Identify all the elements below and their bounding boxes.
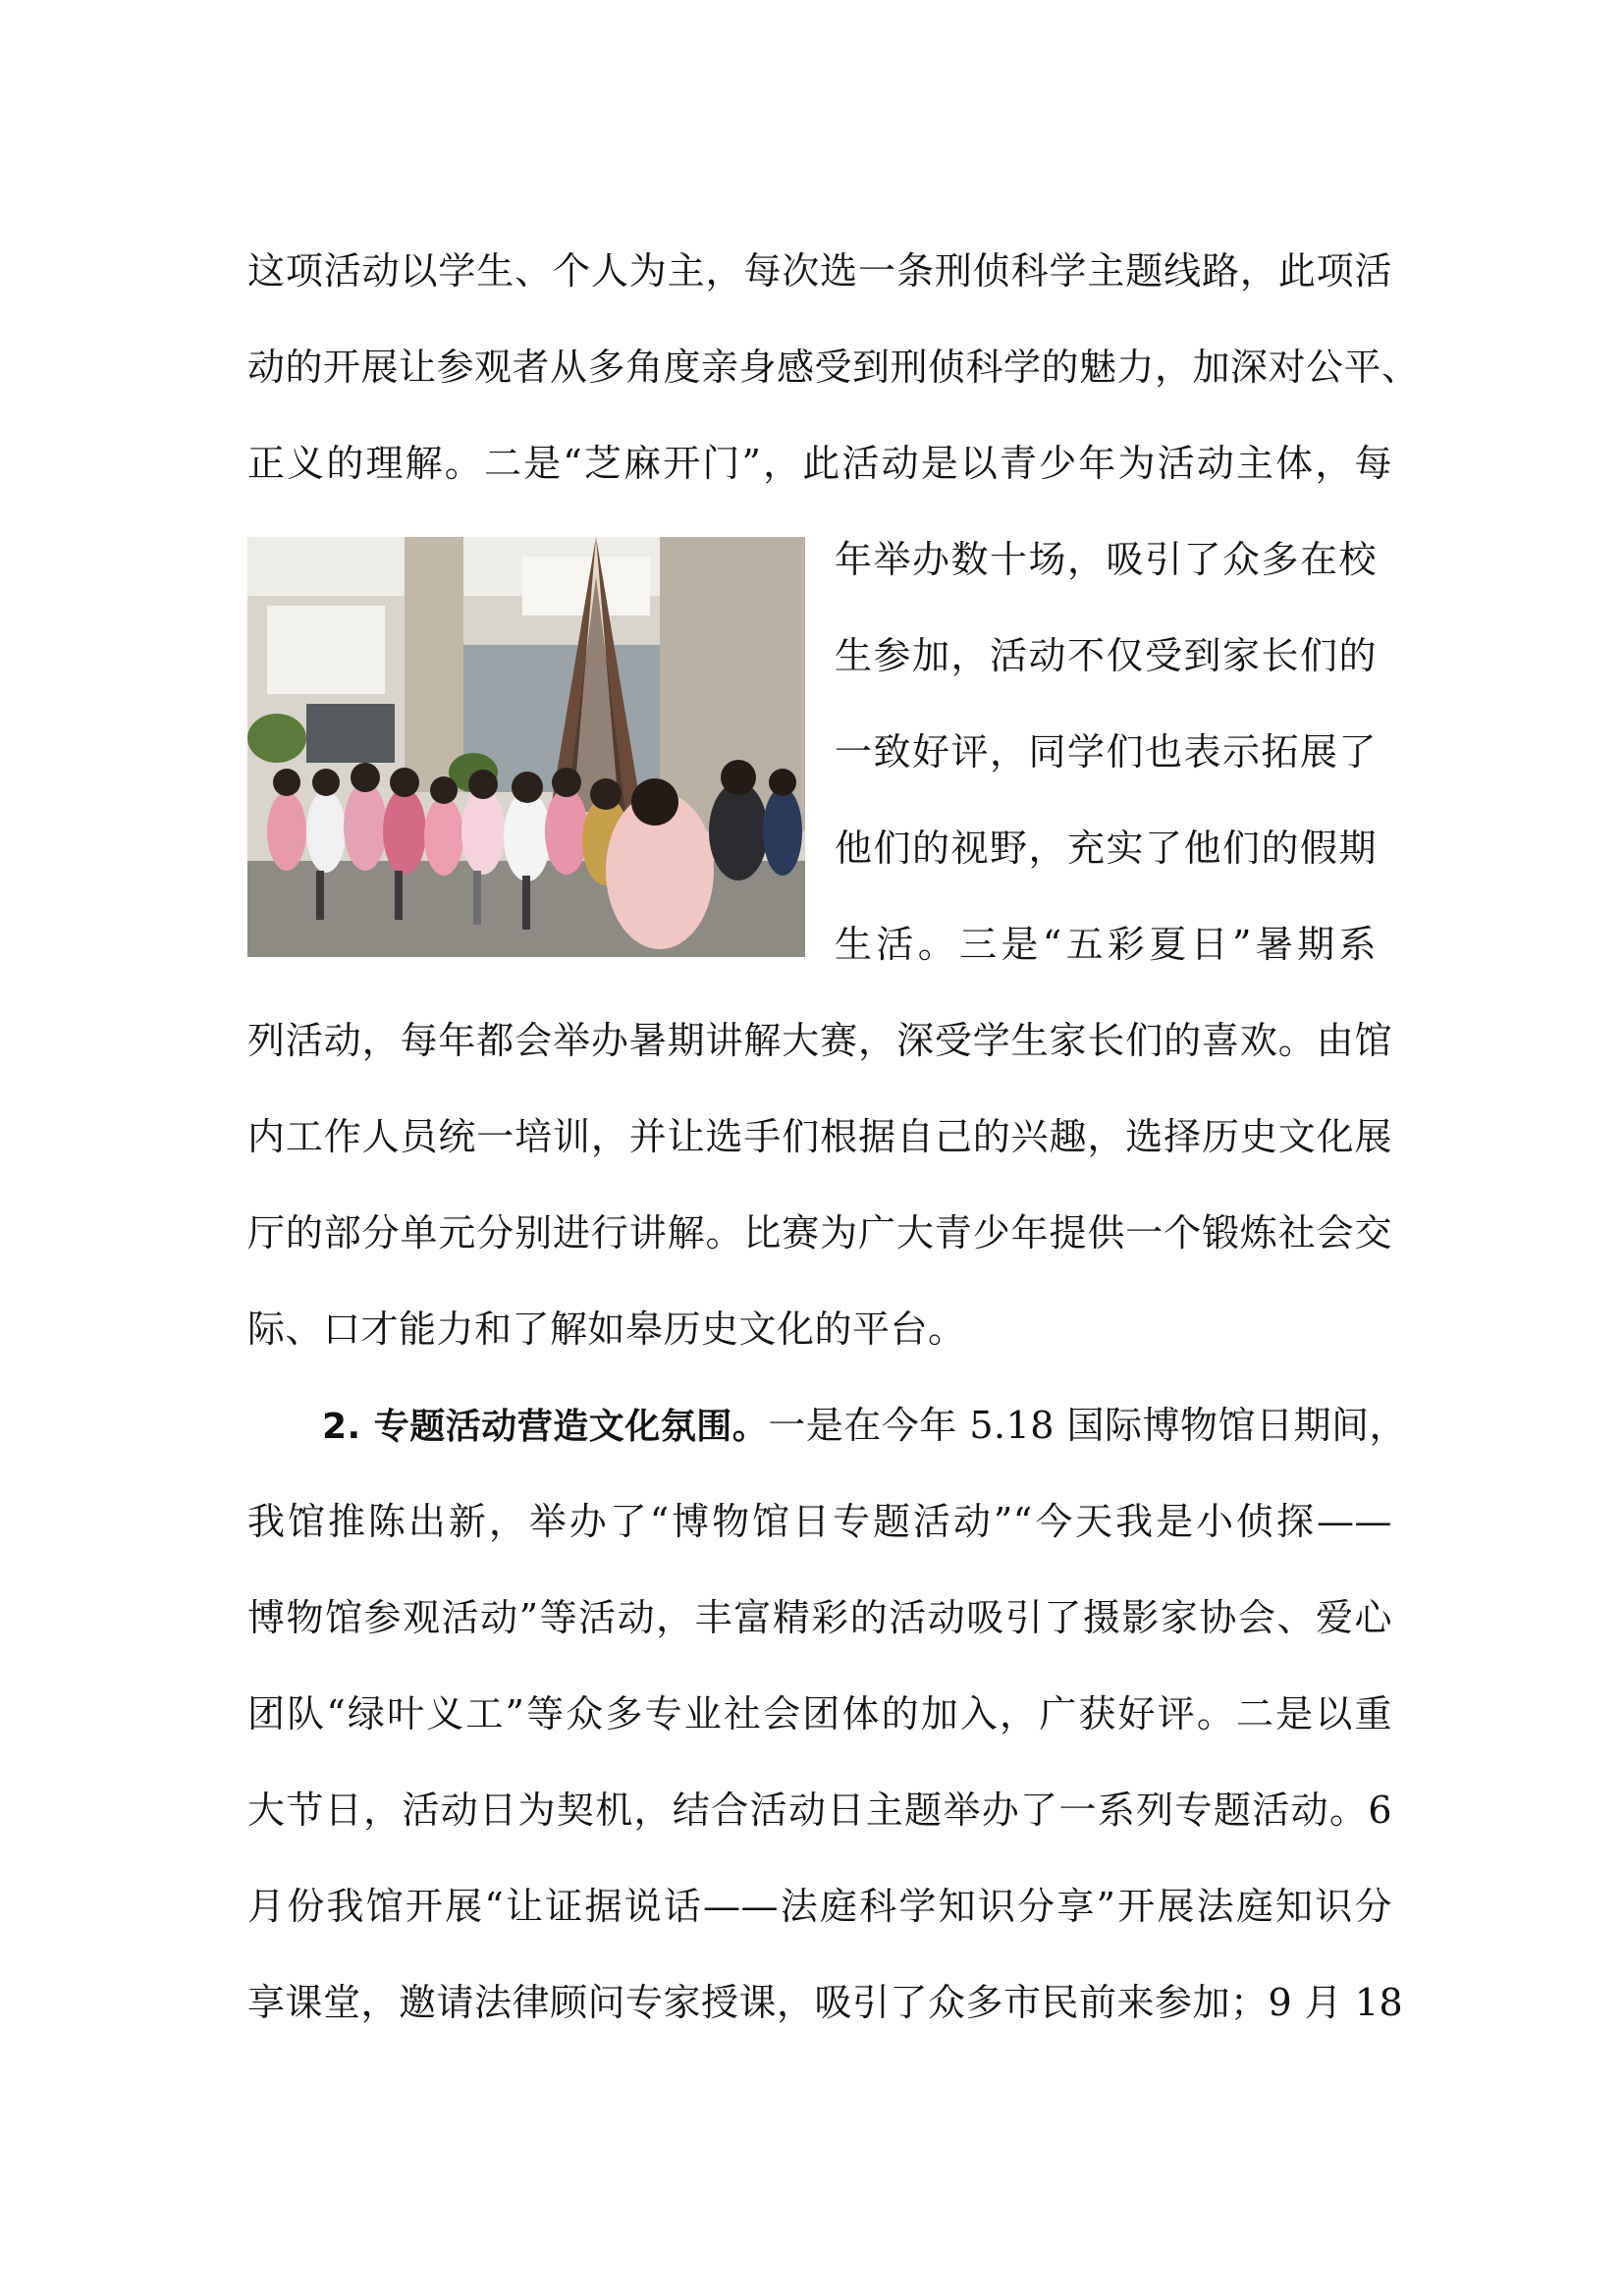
- paragraph-line: 一致好评，同学们也表示拓展了: [835, 730, 1377, 774]
- paragraph-line: 际、口才能力和了解如皋历史文化的平台。: [247, 1308, 966, 1351]
- section-first-line-text: 一是在今年 5.18 国际博物馆日期间，: [768, 1404, 1408, 1447]
- paragraph-line: 博物馆参观活动”等活动，丰富精彩的活动吸引了摄影家协会、爱心: [247, 1596, 1392, 1639]
- paragraph-line: 正义的理解。二是“芝麻开门”，此活动是以青少年为活动主体，每: [247, 442, 1392, 485]
- paragraph-line: 动的开展让参观者从多角度亲身感受到刑侦科学的魅力，加深对公平、: [247, 346, 1420, 389]
- paragraph-line: 团队“绿叶义工”等众多专业社会团体的加入，广获好评。二是以重: [247, 1692, 1392, 1735]
- paragraph-line: 大节日，活动日为契机，结合活动日主题举办了一系列专题活动。6: [247, 1789, 1392, 1832]
- paragraph-line: 年举办数十场，吸引了众多在校: [835, 538, 1377, 581]
- section-heading: 2. 专题活动营造文化氛围。: [322, 1407, 769, 1447]
- paragraph-line: 享课堂，邀请法律顾问专家授课，吸引了众多市民前来参加；9 月 18: [247, 1981, 1404, 2024]
- paragraph-line: 内工作人员统一培训，并让选手们根据自己的兴趣，选择历史文化展: [247, 1115, 1392, 1158]
- paragraph-line: 生活。三是“五彩夏日”暑期系: [835, 923, 1377, 966]
- paragraph-line: 这项活动以学生、个人为主，每次选一条刑侦科学主题线路，此项活: [247, 249, 1392, 293]
- paragraph-line: 厅的部分单元分别进行讲解。比赛为广大青少年提供一个锻炼社会交: [247, 1211, 1392, 1255]
- paragraph-line: 月份我馆开展“让证据说话——法庭科学知识分享”开展法庭知识分: [247, 1885, 1392, 1928]
- museum-children-photo: [247, 537, 805, 957]
- paragraph-line: 生参加，活动不仅受到家长们的: [835, 634, 1377, 677]
- section-2-first-line: [322, 1396, 1408, 1455]
- paragraph-line: 他们的视野，充实了他们的假期: [835, 827, 1377, 870]
- paragraph-line: 列活动，每年都会举办暑期讲解大赛，深受学生家长们的喜欢。由馆: [247, 1019, 1392, 1062]
- paragraph-line: 我馆推陈出新，举办了“博物馆日专题活动”“今天我是小侦探——: [247, 1500, 1392, 1543]
